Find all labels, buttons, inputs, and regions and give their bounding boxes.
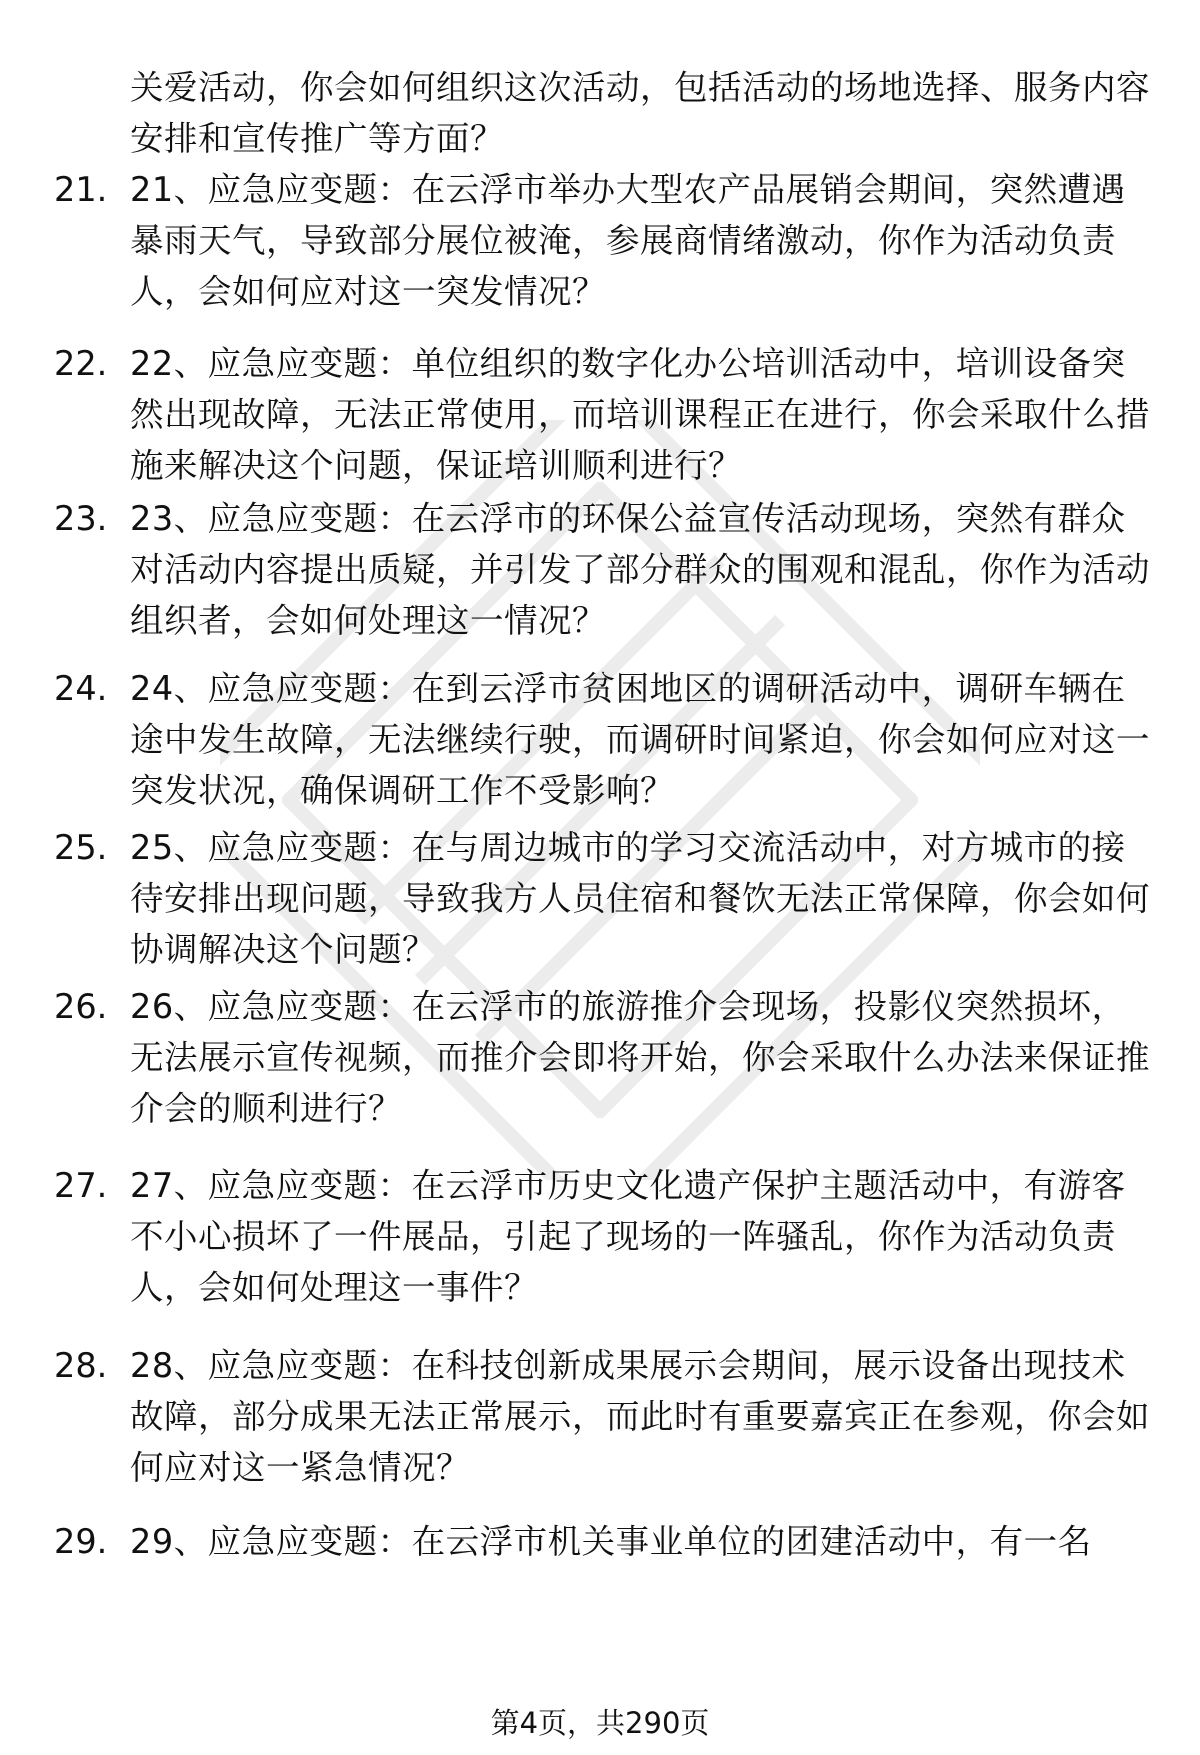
list-item-number: 22. <box>54 344 108 383</box>
list-item-text: 21、应急应变题：在云浮市举办大型农产品展销会期间，突然遭遇暴雨天气，导致部分展位被淹，参展商情绪激动，你作为活动负责人，会如何应对这一突发情况？ <box>130 170 1126 311</box>
list-item-number: 27. <box>54 1166 108 1205</box>
list-item-number: 25. <box>54 828 108 867</box>
list-item-number: 29. <box>54 1522 108 1561</box>
list-item-text: 26、应急应变题：在云浮市的旅游推介会现场，投影仪突然损坏，无法展示宣传视频，而推介会即将开始，你会采取什么办法来保证推介会的顺利进行？ <box>130 987 1150 1128</box>
list-item-text: 24、应急应变题：在到云浮市贫困地区的调研活动中，调研车辆在途中发生故障，无法继续行驶，而调研时间紧迫，你会如何应对这一突发状况，确保调研工作不受影响？ <box>130 669 1150 810</box>
list-item-number: 23. <box>54 499 108 538</box>
list-item-number: 24. <box>54 669 108 708</box>
list-item-text: 25、应急应变题：在与周边城市的学习交流活动中，对方城市的接待安排出现问题，导致我方人员住宿和餐饮无法正常保障，你会如何协调解决这个问题？ <box>130 828 1150 969</box>
lead-paragraph: 关爱活动，你会如何组织这次活动，包括活动的场地选择、服务内容安排和宣传推广等方面？ <box>130 68 1150 158</box>
list-item-number: 28. <box>54 1346 108 1385</box>
list-item-text: 22、应急应变题：单位组织的数字化办公培训活动中，培训设备突然出现故障，无法正常使用，而培训课程正在进行，你会采取什么措施来解决这个问题，保证培训顺利进行？ <box>130 344 1150 485</box>
list-item-number: 26. <box>54 987 108 1026</box>
list-item-text: 28、应急应变题：在科技创新成果展示会期间，展示设备出现技术故障，部分成果无法正常展示，而此时有重要嘉宾正在参观，你会如何应对这一紧急情况？ <box>130 1346 1150 1487</box>
page-footer: 第4页，共290页 <box>490 1706 710 1740</box>
list-item-number: 21. <box>54 170 108 209</box>
list-item-text: 23、应急应变题：在云浮市的环保公益宣传活动现场，突然有群众对活动内容提出质疑，并引发了部分群众的围观和混乱，你作为活动组织者，会如何处理这一情况？ <box>130 499 1150 640</box>
list-item-text: 27、应急应变题：在云浮市历史文化遗产保护主题活动中，有游客不小心损坏了一件展品，引起了现场的一阵骚乱，你作为活动负责人，会如何处理这一事件？ <box>130 1166 1126 1307</box>
list-item-text: 29、应急应变题：在云浮市机关事业单位的团建活动中，有一名 <box>130 1522 1092 1561</box>
